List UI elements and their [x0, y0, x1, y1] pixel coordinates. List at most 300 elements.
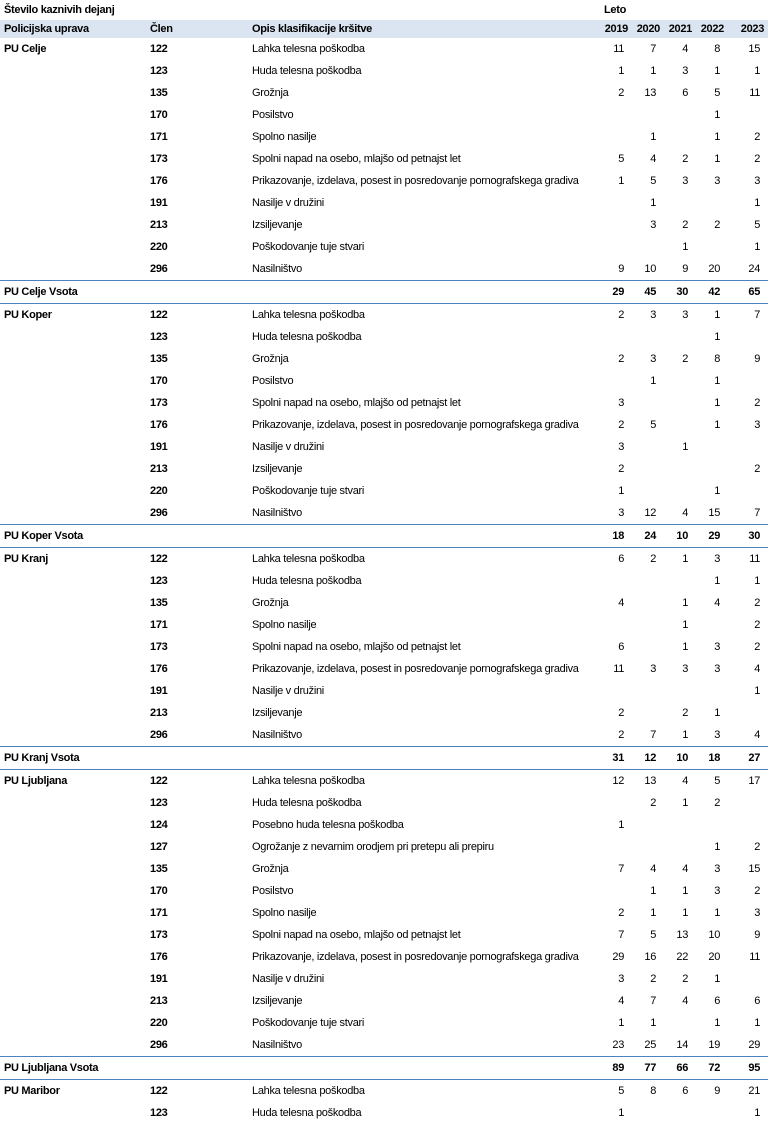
- police-unit-name: [0, 126, 146, 148]
- table-row: [0, 680, 768, 702]
- table-row: [0, 414, 768, 436]
- year-value: 9: [754, 929, 761, 941]
- year-value: 3: [682, 663, 689, 675]
- year-value: 2: [682, 707, 689, 719]
- table-row: [0, 258, 768, 281]
- year-value: 3: [754, 419, 761, 431]
- year-value: 7: [754, 507, 761, 519]
- police-unit-name: PU Maribor: [4, 1085, 60, 1097]
- year-value: 4: [754, 729, 761, 741]
- article-number: 122: [150, 309, 168, 321]
- year-value: 1: [618, 819, 625, 831]
- year-value: 1: [714, 153, 721, 165]
- year-value: 2: [754, 641, 761, 653]
- year-value: 2: [618, 353, 625, 365]
- year-value: 1: [682, 885, 689, 897]
- total-value: 29: [696, 525, 728, 548]
- offense-description: Spolno nasilje: [252, 619, 317, 631]
- year-value: 1: [650, 65, 657, 77]
- year-value: 9: [682, 263, 689, 275]
- year-value: [600, 126, 632, 148]
- police-unit-name: PU Ljubljana: [4, 775, 68, 787]
- year-value: [696, 680, 728, 702]
- offense-description: Izsiljevanje: [252, 707, 303, 719]
- offense-description: Spolni napad na osebo, mlajšo od petnajst let: [252, 397, 461, 409]
- year-value: 7: [650, 729, 657, 741]
- table-row: [0, 636, 768, 658]
- year-value: 1: [682, 241, 689, 253]
- year-value: [728, 702, 768, 724]
- column-header-year: 2022: [696, 20, 728, 38]
- offense-description: Spolni napad na osebo, mlajšo od petnajst let: [252, 929, 461, 941]
- year-value: [696, 458, 728, 480]
- table-row: [0, 946, 768, 968]
- year-value: 1: [618, 65, 625, 77]
- year-value: 21: [748, 1085, 761, 1097]
- year-value: [600, 370, 632, 392]
- table-row: [0, 192, 768, 214]
- police-unit-name: [0, 436, 146, 458]
- year-value: 4: [682, 507, 689, 519]
- year-value: 3: [714, 885, 721, 897]
- column-header-opis: Opis klasifikacije kršitve: [248, 20, 600, 38]
- year-value: 1: [682, 441, 689, 453]
- article-number: 135: [150, 353, 168, 365]
- year-value: 1: [714, 419, 721, 431]
- year-value: 2: [754, 885, 761, 897]
- year-value: [664, 570, 696, 592]
- table-row: [0, 858, 768, 880]
- table-row: [0, 1102, 768, 1124]
- table-row: [0, 82, 768, 104]
- year-value: [664, 414, 696, 436]
- year-value: 24: [748, 263, 761, 275]
- year-value: 1: [714, 65, 721, 77]
- year-value: 2: [754, 131, 761, 143]
- year-value: 5: [618, 153, 625, 165]
- table-row: [0, 548, 768, 571]
- article-number: 220: [150, 1017, 168, 1029]
- year-value: 6: [682, 1085, 689, 1097]
- total-value: 30: [664, 281, 696, 304]
- year-value: 3: [714, 863, 721, 875]
- total-label: PU Celje Vsota: [0, 281, 600, 304]
- year-value: 2: [618, 419, 625, 431]
- article-number: 171: [150, 907, 168, 919]
- total-value: 18: [696, 747, 728, 770]
- year-value: 2: [754, 841, 761, 853]
- total-label: PU Kranj Vsota: [0, 747, 600, 770]
- police-unit-name: [0, 724, 146, 747]
- article-number: 170: [150, 109, 168, 121]
- column-header-pu: Policijska uprava: [0, 20, 146, 38]
- year-value: 2: [754, 463, 761, 475]
- year-value: [696, 192, 728, 214]
- year-value: [664, 458, 696, 480]
- offense-description: Spolni napad na osebo, mlajšo od petnajst let: [252, 641, 461, 653]
- year-value: 2: [682, 219, 689, 231]
- year-value: [600, 570, 632, 592]
- year-value: [632, 436, 664, 458]
- year-value: 1: [714, 331, 721, 343]
- police-unit-name: [0, 1012, 146, 1034]
- year-value: 8: [650, 1085, 657, 1097]
- police-unit-name: [0, 570, 146, 592]
- table-row: [0, 968, 768, 990]
- title-row: [0, 0, 768, 20]
- year-value: 11: [749, 87, 761, 99]
- year-value: 1: [682, 641, 689, 653]
- year-value: 8: [714, 353, 721, 365]
- year-value: 6: [618, 641, 625, 653]
- article-number: 123: [150, 797, 168, 809]
- year-value: 15: [708, 507, 721, 519]
- year-value: 7: [618, 929, 625, 941]
- year-value: 25: [644, 1039, 657, 1051]
- year-value: 2: [682, 353, 689, 365]
- police-unit-name: [0, 1102, 146, 1124]
- year-value: 7: [650, 43, 657, 55]
- police-unit-name: [0, 214, 146, 236]
- table-row: [0, 304, 768, 327]
- article-number: 135: [150, 87, 168, 99]
- year-value: 20: [708, 263, 721, 275]
- year-value: [664, 836, 696, 858]
- offense-description: Grožnja: [252, 863, 289, 875]
- total-value: 72: [696, 1057, 728, 1080]
- year-value: [632, 814, 664, 836]
- year-value: 2: [650, 553, 657, 565]
- year-value: 13: [676, 929, 689, 941]
- year-value: 1: [650, 1017, 657, 1029]
- year-value: 1: [650, 907, 657, 919]
- year-value: 1: [682, 907, 689, 919]
- year-value: [728, 480, 768, 502]
- year-value: 4: [682, 995, 689, 1007]
- column-header-year: 2019: [600, 20, 632, 38]
- year-value: 1: [682, 597, 689, 609]
- table-row: [0, 392, 768, 414]
- total-value: 31: [600, 747, 632, 770]
- year-value: 2: [754, 597, 761, 609]
- column-header-row: [0, 20, 768, 38]
- total-value: 29: [600, 281, 632, 304]
- table-row: [0, 326, 768, 348]
- article-number: 213: [150, 219, 168, 231]
- police-unit-name: [0, 858, 146, 880]
- offense-description: Posebno huda telesna poškodba: [252, 819, 404, 831]
- article-number: 176: [150, 951, 168, 963]
- article-number: 173: [150, 929, 168, 941]
- offense-description: Prikazovanje, izdelava, posest in posredovanje pornografskega gradiva: [252, 175, 579, 187]
- total-value: 10: [664, 747, 696, 770]
- article-number: 170: [150, 375, 168, 387]
- article-number: 213: [150, 995, 168, 1007]
- offense-description: Grožnja: [252, 87, 289, 99]
- police-unit-name: PU Celje: [4, 43, 47, 55]
- police-unit-name: [0, 814, 146, 836]
- table-row: [0, 724, 768, 747]
- offense-description: Izsiljevanje: [252, 995, 303, 1007]
- table-row: [0, 170, 768, 192]
- year-value: 10: [708, 929, 721, 941]
- article-number: 123: [150, 331, 168, 343]
- article-number: 123: [150, 1107, 168, 1119]
- year-value: [600, 214, 632, 236]
- year-value: 1: [618, 1107, 625, 1119]
- article-number: 296: [150, 729, 168, 741]
- offense-description: Lahka telesna poškodba: [252, 775, 365, 787]
- year-value: 3: [618, 441, 625, 453]
- total-value: 27: [728, 747, 768, 770]
- year-value: 7: [754, 309, 761, 321]
- offense-description: Nasilje v družini: [252, 197, 324, 209]
- year-value: 2: [754, 619, 761, 631]
- article-number: 220: [150, 485, 168, 497]
- table-row: [0, 370, 768, 392]
- offense-description: Nasilje v družini: [252, 685, 324, 697]
- table-row: [0, 592, 768, 614]
- offense-description: Prikazovanje, izdelava, posest in posredovanje pornografskega gradiva: [252, 951, 579, 963]
- year-value: [632, 592, 664, 614]
- year-value: 2: [754, 153, 761, 165]
- police-unit-name: [0, 990, 146, 1012]
- year-value: [696, 614, 728, 636]
- offense-description: Lahka telesna poškodba: [252, 553, 365, 565]
- total-value: 45: [632, 281, 664, 304]
- police-unit-name: [0, 170, 146, 192]
- article-number: 176: [150, 175, 168, 187]
- police-unit-name: [0, 414, 146, 436]
- year-value: 1: [754, 685, 761, 697]
- police-unit-name: PU Koper: [4, 309, 52, 321]
- year-value: [632, 236, 664, 258]
- offense-description: Posilstvo: [252, 885, 294, 897]
- article-number: 296: [150, 1039, 168, 1051]
- year-value: 3: [682, 175, 689, 187]
- column-header-clen: Člen: [146, 20, 248, 38]
- year-value: [728, 436, 768, 458]
- total-value: 30: [728, 525, 768, 548]
- table-row: [0, 570, 768, 592]
- year-value: [664, 104, 696, 126]
- year-value: [632, 702, 664, 724]
- year-value: [728, 370, 768, 392]
- year-value: 1: [714, 1017, 721, 1029]
- year-value: [632, 1102, 664, 1124]
- police-unit-name: [0, 924, 146, 946]
- year-value: [600, 192, 632, 214]
- police-unit-name: [0, 902, 146, 924]
- offense-description: Nasilništvo: [252, 729, 302, 741]
- year-value: 1: [714, 309, 721, 321]
- article-number: 122: [150, 1085, 168, 1097]
- table-row: [0, 458, 768, 480]
- table-row: [0, 814, 768, 836]
- year-value: 2: [682, 973, 689, 985]
- year-value: 7: [650, 995, 657, 1007]
- year-value: 1: [618, 175, 625, 187]
- column-header-year: 2023: [728, 20, 768, 38]
- year-value: 3: [618, 973, 625, 985]
- offense-description: Ogrožanje z nevarnim orodjem pri pretepu ali prepiru: [252, 841, 494, 853]
- year-value: 4: [618, 995, 625, 1007]
- table-row: [0, 126, 768, 148]
- article-number: 123: [150, 65, 168, 77]
- year-value: 1: [714, 973, 721, 985]
- article-number: 122: [150, 775, 168, 787]
- year-value: [632, 680, 664, 702]
- police-unit-name: [0, 946, 146, 968]
- year-value: 3: [682, 65, 689, 77]
- year-value: [600, 880, 632, 902]
- year-value: 3: [714, 641, 721, 653]
- year-value: [664, 392, 696, 414]
- article-number: 213: [150, 707, 168, 719]
- police-unit-name: [0, 258, 146, 281]
- year-value: [600, 614, 632, 636]
- article-number: 220: [150, 241, 168, 253]
- year-value: 1: [714, 841, 721, 853]
- year-value: 1: [682, 619, 689, 631]
- total-value: 95: [728, 1057, 768, 1080]
- offense-description: Nasilništvo: [252, 263, 302, 275]
- year-value: [664, 192, 696, 214]
- year-value: 6: [754, 995, 761, 1007]
- article-number: 191: [150, 973, 168, 985]
- total-value: 10: [664, 525, 696, 548]
- article-number: 176: [150, 419, 168, 431]
- year-value: 19: [708, 1039, 721, 1051]
- table-row: [0, 770, 768, 793]
- offense-description: Poškodovanje tuje stvari: [252, 485, 365, 497]
- year-value: 17: [748, 775, 761, 787]
- offense-description: Prikazovanje, izdelava, posest in posredovanje pornografskega gradiva: [252, 419, 579, 431]
- year-value: 5: [714, 87, 721, 99]
- offense-description: Huda telesna poškodba: [252, 1107, 362, 1119]
- year-value: 1: [714, 907, 721, 919]
- year-value: 3: [650, 309, 657, 321]
- police-unit-name: [0, 392, 146, 414]
- year-value: 3: [650, 663, 657, 675]
- police-unit-name: [0, 880, 146, 902]
- article-number: 171: [150, 619, 168, 631]
- table-row: [0, 1034, 768, 1057]
- table-row: [0, 614, 768, 636]
- article-number: 124: [150, 819, 168, 831]
- police-unit-name: [0, 458, 146, 480]
- offense-description: Spolno nasilje: [252, 131, 317, 143]
- offense-description: Nasilništvo: [252, 507, 302, 519]
- total-label: PU Ljubljana Vsota: [0, 1057, 600, 1080]
- year-value: 5: [650, 175, 657, 187]
- total-row: [0, 281, 768, 304]
- year-value: 5: [650, 419, 657, 431]
- table-row: [0, 348, 768, 370]
- year-value: 4: [714, 597, 721, 609]
- article-number: 170: [150, 885, 168, 897]
- year-value: [664, 814, 696, 836]
- year-value: 1: [754, 1107, 761, 1119]
- offense-description: Huda telesna poškodba: [252, 331, 362, 343]
- year-value: 14: [676, 1039, 689, 1051]
- year-value: 3: [714, 729, 721, 741]
- table-row: [0, 214, 768, 236]
- police-unit-name: [0, 192, 146, 214]
- offense-description: Huda telesna poškodba: [252, 797, 362, 809]
- police-unit-name: PU Kranj: [4, 553, 49, 565]
- year-value: 1: [714, 375, 721, 387]
- total-row: [0, 747, 768, 770]
- year-value: 6: [682, 87, 689, 99]
- year-value: 2: [618, 87, 625, 99]
- year-value: 15: [748, 863, 761, 875]
- total-value: 77: [632, 1057, 664, 1080]
- year-value: [600, 326, 632, 348]
- year-value: [632, 836, 664, 858]
- year-value: 7: [618, 863, 625, 875]
- table-row: [0, 38, 768, 60]
- year-value: 5: [754, 219, 761, 231]
- year-value: [728, 792, 768, 814]
- year-value: [632, 570, 664, 592]
- year-value: 5: [650, 929, 657, 941]
- offense-description: Poškodovanje tuje stvari: [252, 241, 365, 253]
- year-value: 3: [618, 397, 625, 409]
- offense-description: Izsiljevanje: [252, 219, 303, 231]
- total-row: [0, 525, 768, 548]
- year-value: 2: [714, 219, 721, 231]
- offense-description: Nasilništvo: [252, 1039, 302, 1051]
- year-value: 2: [618, 463, 625, 475]
- offense-description: Poškodovanje tuje stvari: [252, 1017, 365, 1029]
- table-title: Število kaznivih dejanj: [4, 4, 115, 16]
- police-unit-name: [0, 658, 146, 680]
- article-number: 123: [150, 575, 168, 587]
- year-value: 16: [644, 951, 657, 963]
- year-value: 3: [650, 353, 657, 365]
- article-number: 296: [150, 263, 168, 275]
- year-value: 2: [650, 973, 657, 985]
- column-header-year: 2021: [664, 20, 696, 38]
- year-value: [664, 680, 696, 702]
- year-value: [632, 480, 664, 502]
- offense-description: Huda telesna poškodba: [252, 575, 362, 587]
- year-value: 9: [754, 353, 761, 365]
- year-value: 3: [682, 309, 689, 321]
- year-value: [728, 104, 768, 126]
- police-unit-name: [0, 502, 146, 525]
- year-value: 1: [714, 707, 721, 719]
- column-header-year: 2020: [632, 20, 664, 38]
- police-unit-name: [0, 370, 146, 392]
- year-value: 2: [618, 729, 625, 741]
- year-value: 4: [650, 153, 657, 165]
- year-value: 8: [714, 43, 721, 55]
- year-value: 1: [650, 885, 657, 897]
- year-value: 4: [650, 863, 657, 875]
- year-value: 5: [618, 1085, 625, 1097]
- year-value: 4: [682, 863, 689, 875]
- total-row: [0, 1057, 768, 1080]
- year-value: [664, 1102, 696, 1124]
- year-value: [632, 104, 664, 126]
- table-row: [0, 880, 768, 902]
- year-value: 22: [676, 951, 689, 963]
- total-value: 66: [664, 1057, 696, 1080]
- total-value: 24: [632, 525, 664, 548]
- offense-description: Grožnja: [252, 353, 289, 365]
